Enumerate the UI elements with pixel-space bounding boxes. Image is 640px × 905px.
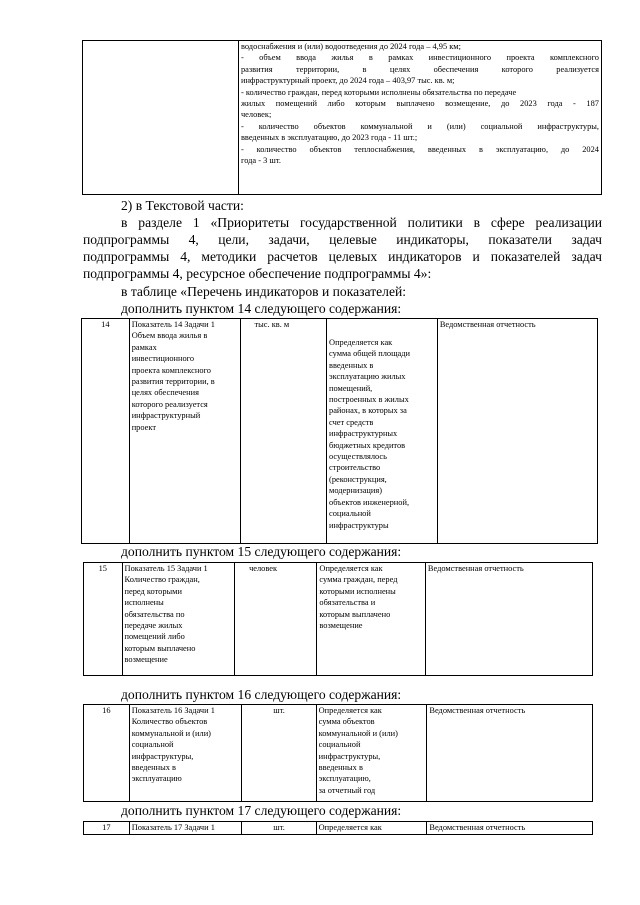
name-line: проект (131, 422, 156, 432)
name-line: введенных в (131, 763, 176, 773)
name-line: обязательства по (124, 609, 185, 619)
name-line: развития территории, в (131, 377, 215, 387)
name-line: инфраструктуры, (131, 751, 194, 761)
method-line: счет средств (329, 417, 374, 427)
indicator-table-15 (83, 562, 593, 676)
heading-add-16: дополнить пунктом 16 следующего содержания: (121, 687, 402, 702)
top-line: инфраструктурный проект, до 2024 года – 403,97 тыс. кв. м; (240, 76, 455, 86)
indicator-name-cell (129, 705, 242, 802)
method-line: осуществлялось (329, 452, 387, 462)
paragraph-text-part: 2) в Текстовой части: (121, 198, 244, 213)
unit-cell: шт. (242, 705, 316, 802)
top-line: - количество граждан, перед которыми исполнены обязательства по передаче (240, 87, 517, 97)
row-number: 14 (82, 319, 130, 544)
name-line: передаче жилых (124, 621, 183, 631)
method-cell (327, 319, 438, 544)
heading-add-15: дополнить пунктом 15 следующего содержания: (121, 544, 402, 559)
top-line: человек; (240, 110, 272, 120)
method-line: Определяется как (319, 564, 383, 573)
paragraph-table-reference: в таблице «Перечень индикаторов и показателей: (121, 284, 407, 299)
method-line: возмещение (319, 621, 363, 631)
indicator-table-16 (83, 704, 593, 802)
method-line: эксплуатацию, (318, 774, 371, 784)
top-line: - объем ввода жилья в рамках инвестиционного проекта комплексного (240, 53, 599, 63)
method-line: (реконструкция, (329, 474, 387, 484)
name-line: Показатель 15 Задачи 1 (124, 564, 208, 573)
method-line: коммунальной и (или) (318, 728, 398, 738)
top-line: - количество объектов коммунальной и (или) социальной инфраструктуры, (240, 121, 599, 131)
name-line: помещений либо (124, 632, 185, 642)
name-line: исполнены (124, 598, 164, 608)
name-line: Объем ввода жилья в (131, 331, 208, 341)
name-line: социальной (131, 740, 174, 750)
method-line: введенных в (318, 763, 363, 773)
row-number: 15 (84, 563, 123, 676)
method-line: Определяется как (329, 338, 393, 347)
unit-cell: тыс. кв. м (240, 319, 327, 544)
method-line: сумма общей площади (329, 349, 411, 359)
method-line: инфраструктуры, (318, 751, 381, 761)
name-line: коммунальной и (или) (131, 728, 211, 738)
top-line: водоснабжения и (или) водоотведения до 2024 года – 4,95 км; (240, 42, 461, 51)
source-cell: Ведомственная отчетность (425, 563, 592, 676)
heading-add-17: дополнить пунктом 17 следующего содержания: (121, 803, 402, 818)
name-line: возмещение (124, 655, 168, 665)
method-line: объектов инженерной, (329, 497, 410, 507)
section-1-line: подпрограммы 4, цели, задачи, целевые индикаторы, показатели задач (83, 232, 602, 247)
indicator-name-cell (122, 563, 235, 676)
row-number: 17 (84, 822, 130, 835)
method-line: введенных в (329, 360, 374, 370)
method-line: построенных в жилых (329, 395, 409, 405)
row-number: 16 (84, 705, 130, 802)
method-line: обязательства и (319, 598, 376, 608)
method-cell (316, 705, 427, 802)
method-line: строительство (329, 463, 381, 473)
method-line: модернизация) (329, 486, 383, 496)
section-1-line: подпрограммы 4, методики расчетов целевых индикаторов и показателей задач (83, 249, 602, 264)
method-line: за отчетный год (318, 785, 376, 795)
name-line: Показатель 14 Задачи 1 (131, 320, 215, 329)
method-line: социальной (318, 740, 361, 750)
source-cell: Ведомственная отчетность (437, 319, 597, 544)
name-line: которым выплачено (124, 643, 196, 653)
name-line: Показатель 17 Задачи 1 (131, 823, 215, 832)
name-line: целях обеспечения (131, 388, 199, 398)
top-table-text-cell (238, 41, 601, 195)
method-line: помещений, (329, 383, 373, 393)
method-line: социальной (329, 509, 371, 519)
method-cell (316, 822, 427, 835)
indicator-table-17 (83, 821, 593, 835)
method-line: сумма граждан, перед (319, 575, 398, 585)
indicator-table-14 (81, 318, 598, 544)
name-line: Показатель 16 Задачи 1 (131, 706, 215, 715)
top-line: жилых помещений либо которым выплачено возмещение, до 2023 года - 187 (240, 99, 599, 109)
method-line: инфраструктурных (329, 429, 398, 439)
name-line: инвестиционного (131, 354, 195, 364)
method-line: районах, в которых за (329, 406, 407, 416)
method-line: инфраструктуры (329, 520, 389, 530)
method-line: Определяется как (318, 706, 382, 715)
heading-add-14: дополнить пунктом 14 следующего содержания: (121, 301, 402, 316)
method-line: сумма объектов (318, 717, 375, 727)
name-line: рамках (131, 342, 157, 352)
top-line: введенных в эксплуатацию, до 2023 года - 11 шт.; (240, 133, 418, 143)
name-line: перед которыми (124, 586, 182, 596)
name-line: инфраструктурный (131, 411, 201, 421)
source-cell: Ведомственная отчетность (427, 705, 593, 802)
indicator-name-cell (129, 822, 242, 835)
section-1-line: подпрограммы 4, ресурсное обеспечение подпрограммы 4»: (83, 266, 432, 281)
method-line: эксплуатацию жилых (329, 372, 406, 382)
source-cell: Ведомственная отчетность (427, 822, 593, 835)
unit-cell: шт. (242, 822, 316, 835)
unit-cell: человек (235, 563, 317, 676)
name-line: проекта комплексного (131, 365, 211, 375)
method-line: бюджетных кредитов (329, 440, 406, 450)
top-continuation-table (82, 40, 602, 195)
paragraph-section-1 (83, 214, 602, 282)
method-line: Определяется как (318, 823, 382, 832)
name-line: Количество объектов (131, 717, 208, 727)
top-line: развития территории, в целях обеспечения которого реализуется (240, 64, 599, 74)
method-line: которыми исполнены (319, 586, 396, 596)
top-line: года - 3 шт. (240, 156, 281, 166)
name-line: которого реализуется (131, 399, 208, 409)
name-line: эксплуатацию (131, 774, 182, 784)
top-line: - количество объектов теплоснабжения, введенных в эксплуатацию, до 2024 (240, 144, 599, 154)
top-table-empty-cell (83, 41, 239, 195)
indicator-name-cell (129, 319, 240, 544)
section-1-line: в разделе 1 «Приоритеты государственной политики в сфере реализации (121, 215, 602, 230)
method-cell (317, 563, 426, 676)
name-line: Количество граждан, (124, 575, 200, 585)
method-line: которым выплачено (319, 609, 391, 619)
